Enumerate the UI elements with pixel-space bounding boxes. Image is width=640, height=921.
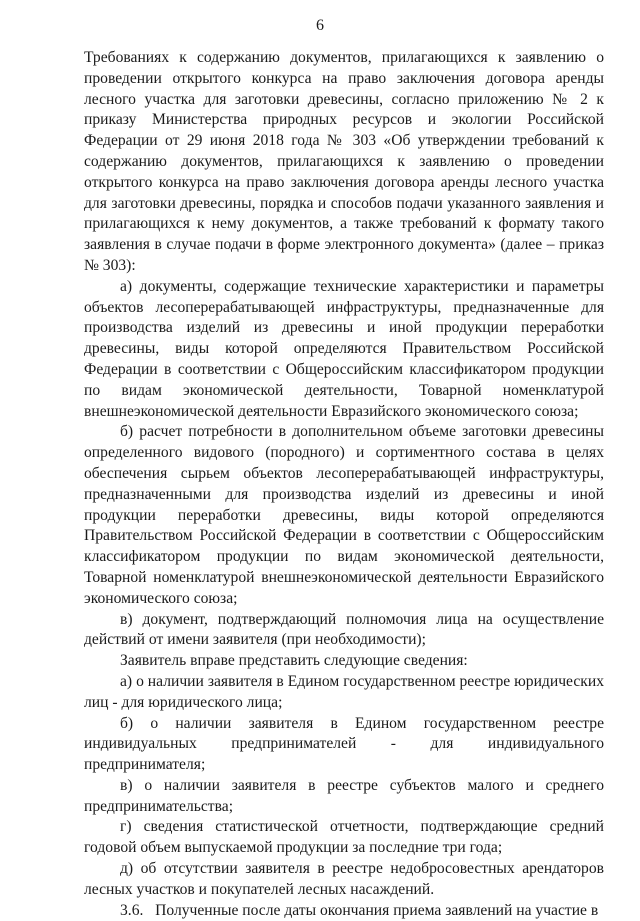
paragraph-right-a: а) о наличии заявителя в Едином государственном реестре юридических лиц - для юридического лица; xyxy=(84,672,604,711)
paragraph-right-d: д) об отсутствии заявителя в реестре недобросовестных арендаторов лесных участков и покупателей лесных насаждений. xyxy=(84,860,604,898)
paragraph-section-3-6: 3.6. Полученные после даты окончания приема заявлений на участие в xyxy=(120,901,599,919)
paragraph-intro: Требованиях к содержанию документов, прилагающихся к заявлению о проведении открытого конкурса на право заключения договора аренды лесного участка для заготовки древесины, согласно приложению № 2 к приказу Министерства природных ресурсов и экологии Российской Федерации от 29 июня 2018 года № 303 «Об утверждении требований к содержанию документов, прилагающихся к заявлению о проведении открытого конкурса на право заключения договора аренды лесного участка для заготовки древесины, порядка и способов подачи указанного заявления и прилагающихся к нему документов, а также требований к формату такого заявления в случае подачи в форме электронного документа» (далее – приказ № 303): xyxy=(84,49,604,274)
document-body xyxy=(84,48,604,921)
paragraph-item-v: в) документ, подтверждающий полномочия лица на осуществление действий от имени заявителя (при необходимости); xyxy=(84,610,604,649)
paragraph-right-v: в) о наличии заявителя в реестре субъектов малого и среднего предпринимательства; xyxy=(84,776,604,815)
page-number: 6 xyxy=(316,17,324,34)
paragraph-right-b: б) о наличии заявителя в Едином государственном реестре индивидуальных предпринимателей - для индивидуального предпринимателя; xyxy=(84,714,604,774)
paragraph-item-b: б) расчет потребности в дополнительном объеме заготовки древесины определенного видового (породного) и сортиментного состава в целях обеспечения сырьем объектов лесоперерабатывающей инфраструктуры, предназначенными для производства изделий из древесины и иной продукции переработки древесины, виды которой определяются Правительством Российской Федерации в соответствии с Общероссийским классификатором продукции по видам экономической деятельности, Товарной номенклатурой внешнеэкономической деятельности Евразийского экономического союза; xyxy=(84,423,604,607)
paragraph-right-intro: Заявитель вправе представить следующие сведения: xyxy=(120,652,468,670)
paragraph-right-g: г) сведения статистической отчетности, подтверждающие средний годовой объем выпускаемой продукции за последние три года; xyxy=(84,818,604,857)
paragraph-item-a: а) документы, содержащие технические характеристики и параметры объектов лесоперерабатывающей инфраструктуры, предназначенные для производства изделий из древесины и иной продукции переработки древесины, виды которой определяются Правительством Российской Федерации в соответствии с Общероссийским классификатором продукции по видам экономической деятельности, Товарной номенклатурой внешнеэкономической деятельности Евразийского экономического союза; xyxy=(84,277,604,420)
